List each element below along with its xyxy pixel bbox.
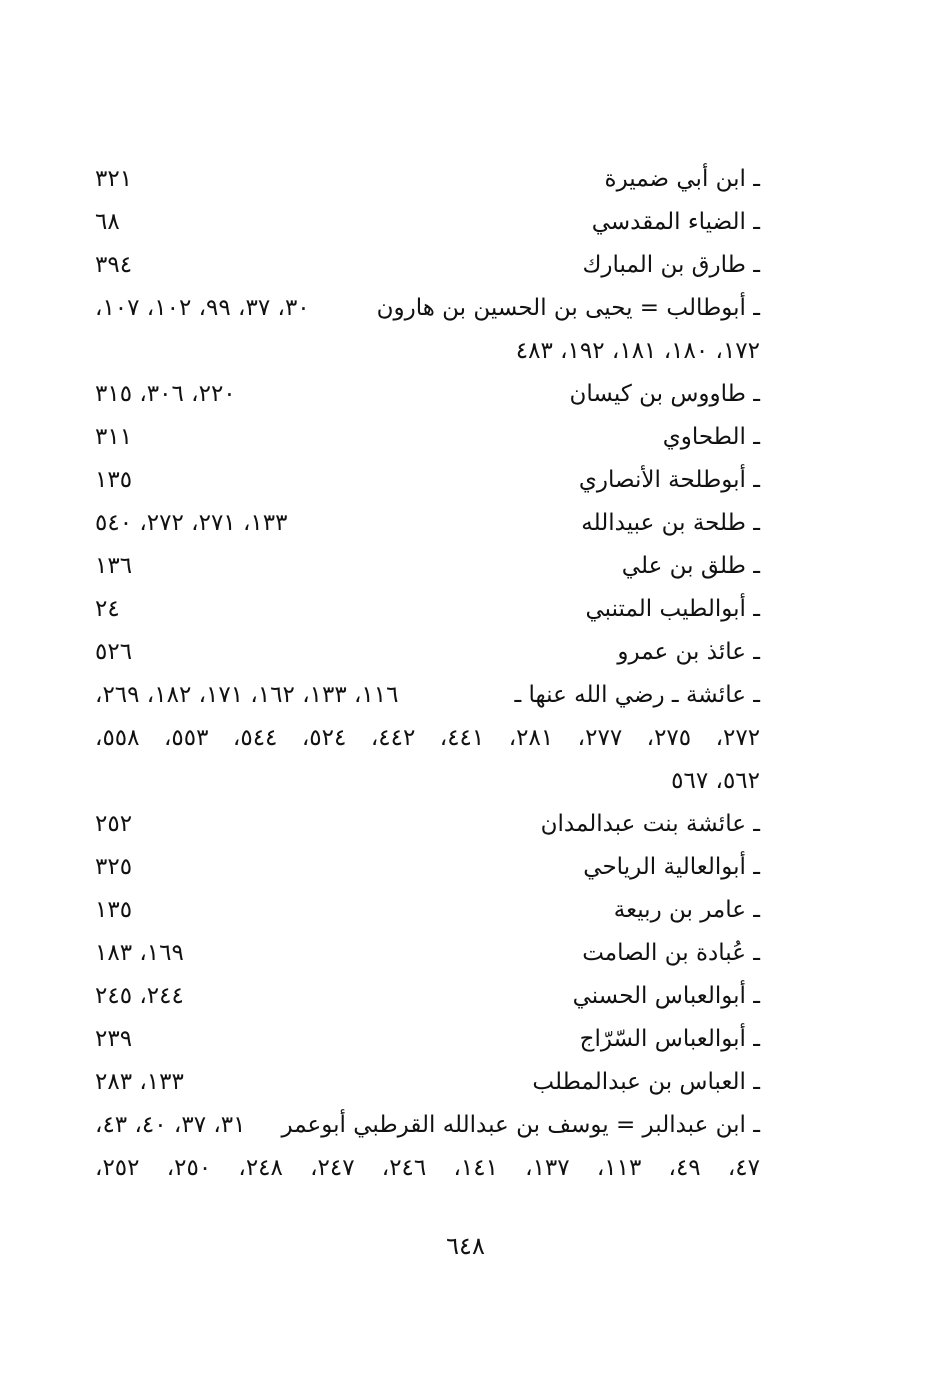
index-entry-continuation — [95, 330, 760, 373]
entry-pages: ٢٥٢ — [95, 811, 133, 837]
entry-pages: ٢٤٤، ٢٤٥ — [95, 983, 184, 1009]
entry-pages-continued: ٢٧٢، ٢٧٥، ٢٧٧، ٢٨١، ٤٤١، ٤٤٢، ٥٢٤، ٥٤٤، ٥٥٣، ٥٥٨، — [95, 725, 761, 751]
entry-pages: ٣٠، ٣٧، ٩٩، ١٠٢، ١٠٧، — [95, 295, 310, 321]
index-entry — [95, 1061, 760, 1104]
entry-name: ـ الطحاوي — [662, 424, 760, 450]
page-number: ٦٤٨ — [446, 1232, 485, 1260]
index-entry-continuation — [95, 1147, 760, 1190]
index-entry — [95, 244, 760, 287]
entry-pages: ١٦٩، ١٨٣ — [95, 940, 184, 966]
index-entry — [95, 1104, 760, 1147]
index-entry — [95, 502, 760, 545]
entry-name: ـ عُبادة بن الصامت — [582, 940, 760, 966]
index-entry — [95, 373, 760, 416]
entry-pages: ٣١، ٣٧، ٤٠، ٤٣، — [95, 1112, 246, 1138]
index-entry — [95, 932, 760, 975]
index-entry — [95, 545, 760, 588]
index-entry — [95, 287, 760, 330]
entry-pages: ١٣٣، ٢٨٣ — [95, 1069, 184, 1095]
entry-name: ـ الضياء المقدسي — [591, 209, 760, 235]
entry-pages: ٣٩٤ — [95, 252, 133, 278]
index-entry — [95, 889, 760, 932]
entry-name: ـ طارق بن المبارك — [582, 252, 760, 278]
entry-pages: ٥٢٦ — [95, 639, 133, 665]
entry-pages: ١٣٣، ٢٧١، ٢٧٢، ٥٤٠ — [95, 510, 288, 536]
entry-name: ـ عامر بن ربيعة — [613, 897, 760, 923]
entry-pages: ١٣٥ — [95, 467, 133, 493]
entry-name: ـ ابن أبي ضميرة — [604, 166, 760, 192]
index-entry — [95, 158, 760, 201]
index-entry-continuation — [95, 760, 760, 803]
entry-name: ـ أبوطالب = يحيى بن الحسين بن هارون — [376, 295, 760, 321]
index-entry — [95, 631, 760, 674]
entry-pages: ١٣٥ — [95, 897, 133, 923]
entry-name: ـ ابن عبدالبر = يوسف بن عبدالله القرطبي أبوعمر — [281, 1112, 760, 1138]
index-entry — [95, 674, 760, 717]
index-entry — [95, 846, 760, 889]
entry-name: ـ عائشة بنت عبدالمدان — [540, 811, 760, 837]
entry-name: ـ أبوطلحة الأنصاري — [578, 467, 760, 493]
entry-pages: ٣١١ — [95, 424, 133, 450]
index-entry — [95, 803, 760, 846]
index-entry — [95, 416, 760, 459]
entry-name: ـ أبوالعباس الحسني — [572, 983, 760, 1009]
index-entry — [95, 975, 760, 1018]
entry-pages-continued: ١٧٢، ١٨٠، ١٨١، ١٩٢، ٤٨٣ — [515, 338, 760, 364]
entry-name: ـ طاووس بن كيسان — [569, 381, 760, 407]
index-entry — [95, 201, 760, 244]
index-entries — [95, 158, 760, 1190]
entry-pages: ٢٤ — [95, 596, 120, 622]
entry-pages: ٦٨ — [95, 209, 120, 235]
index-entry — [95, 459, 760, 502]
entry-name: ـ العباس بن عبدالمطلب — [532, 1069, 760, 1095]
entry-pages: ٣٢١ — [95, 166, 133, 192]
index-entry — [95, 1018, 760, 1061]
entry-name: ـ طلق بن علي — [621, 553, 760, 579]
entry-name: ـ أبوالعباس السّرّاج — [579, 1026, 760, 1052]
entry-name: ـ طلحة بن عبيدالله — [581, 510, 760, 536]
entry-pages: ٢٢٠، ٣٠٦، ٣١٥ — [95, 381, 236, 407]
entry-name: ـ عائشة ـ رضي الله عنها ـ — [514, 682, 760, 708]
index-entry-continuation — [95, 717, 760, 760]
entry-pages-continued: ٥٦٢، ٥٦٧ — [671, 768, 760, 794]
entry-name: ـ عائذ بن عمرو — [617, 639, 760, 665]
entry-pages-continued: ٤٧، ٤٩، ١١٣، ١٣٧، ١٤١، ٢٤٦، ٢٤٧، ٢٤٨، ٢٥٠، ٢٥٢، — [95, 1155, 760, 1181]
entry-name: ـ أبوالطيب المتنبي — [585, 596, 760, 622]
entry-name: ـ أبوالعالية الرياحي — [583, 854, 760, 880]
index-entry — [95, 588, 760, 631]
entry-pages: ٢٣٩ — [95, 1026, 133, 1052]
entry-pages: ١١٦، ١٣٣، ١٦٢، ١٧١، ١٨٢، ٢٦٩، — [95, 682, 399, 708]
entry-pages: ١٣٦ — [95, 553, 133, 579]
entry-pages: ٣٢٥ — [95, 854, 133, 880]
